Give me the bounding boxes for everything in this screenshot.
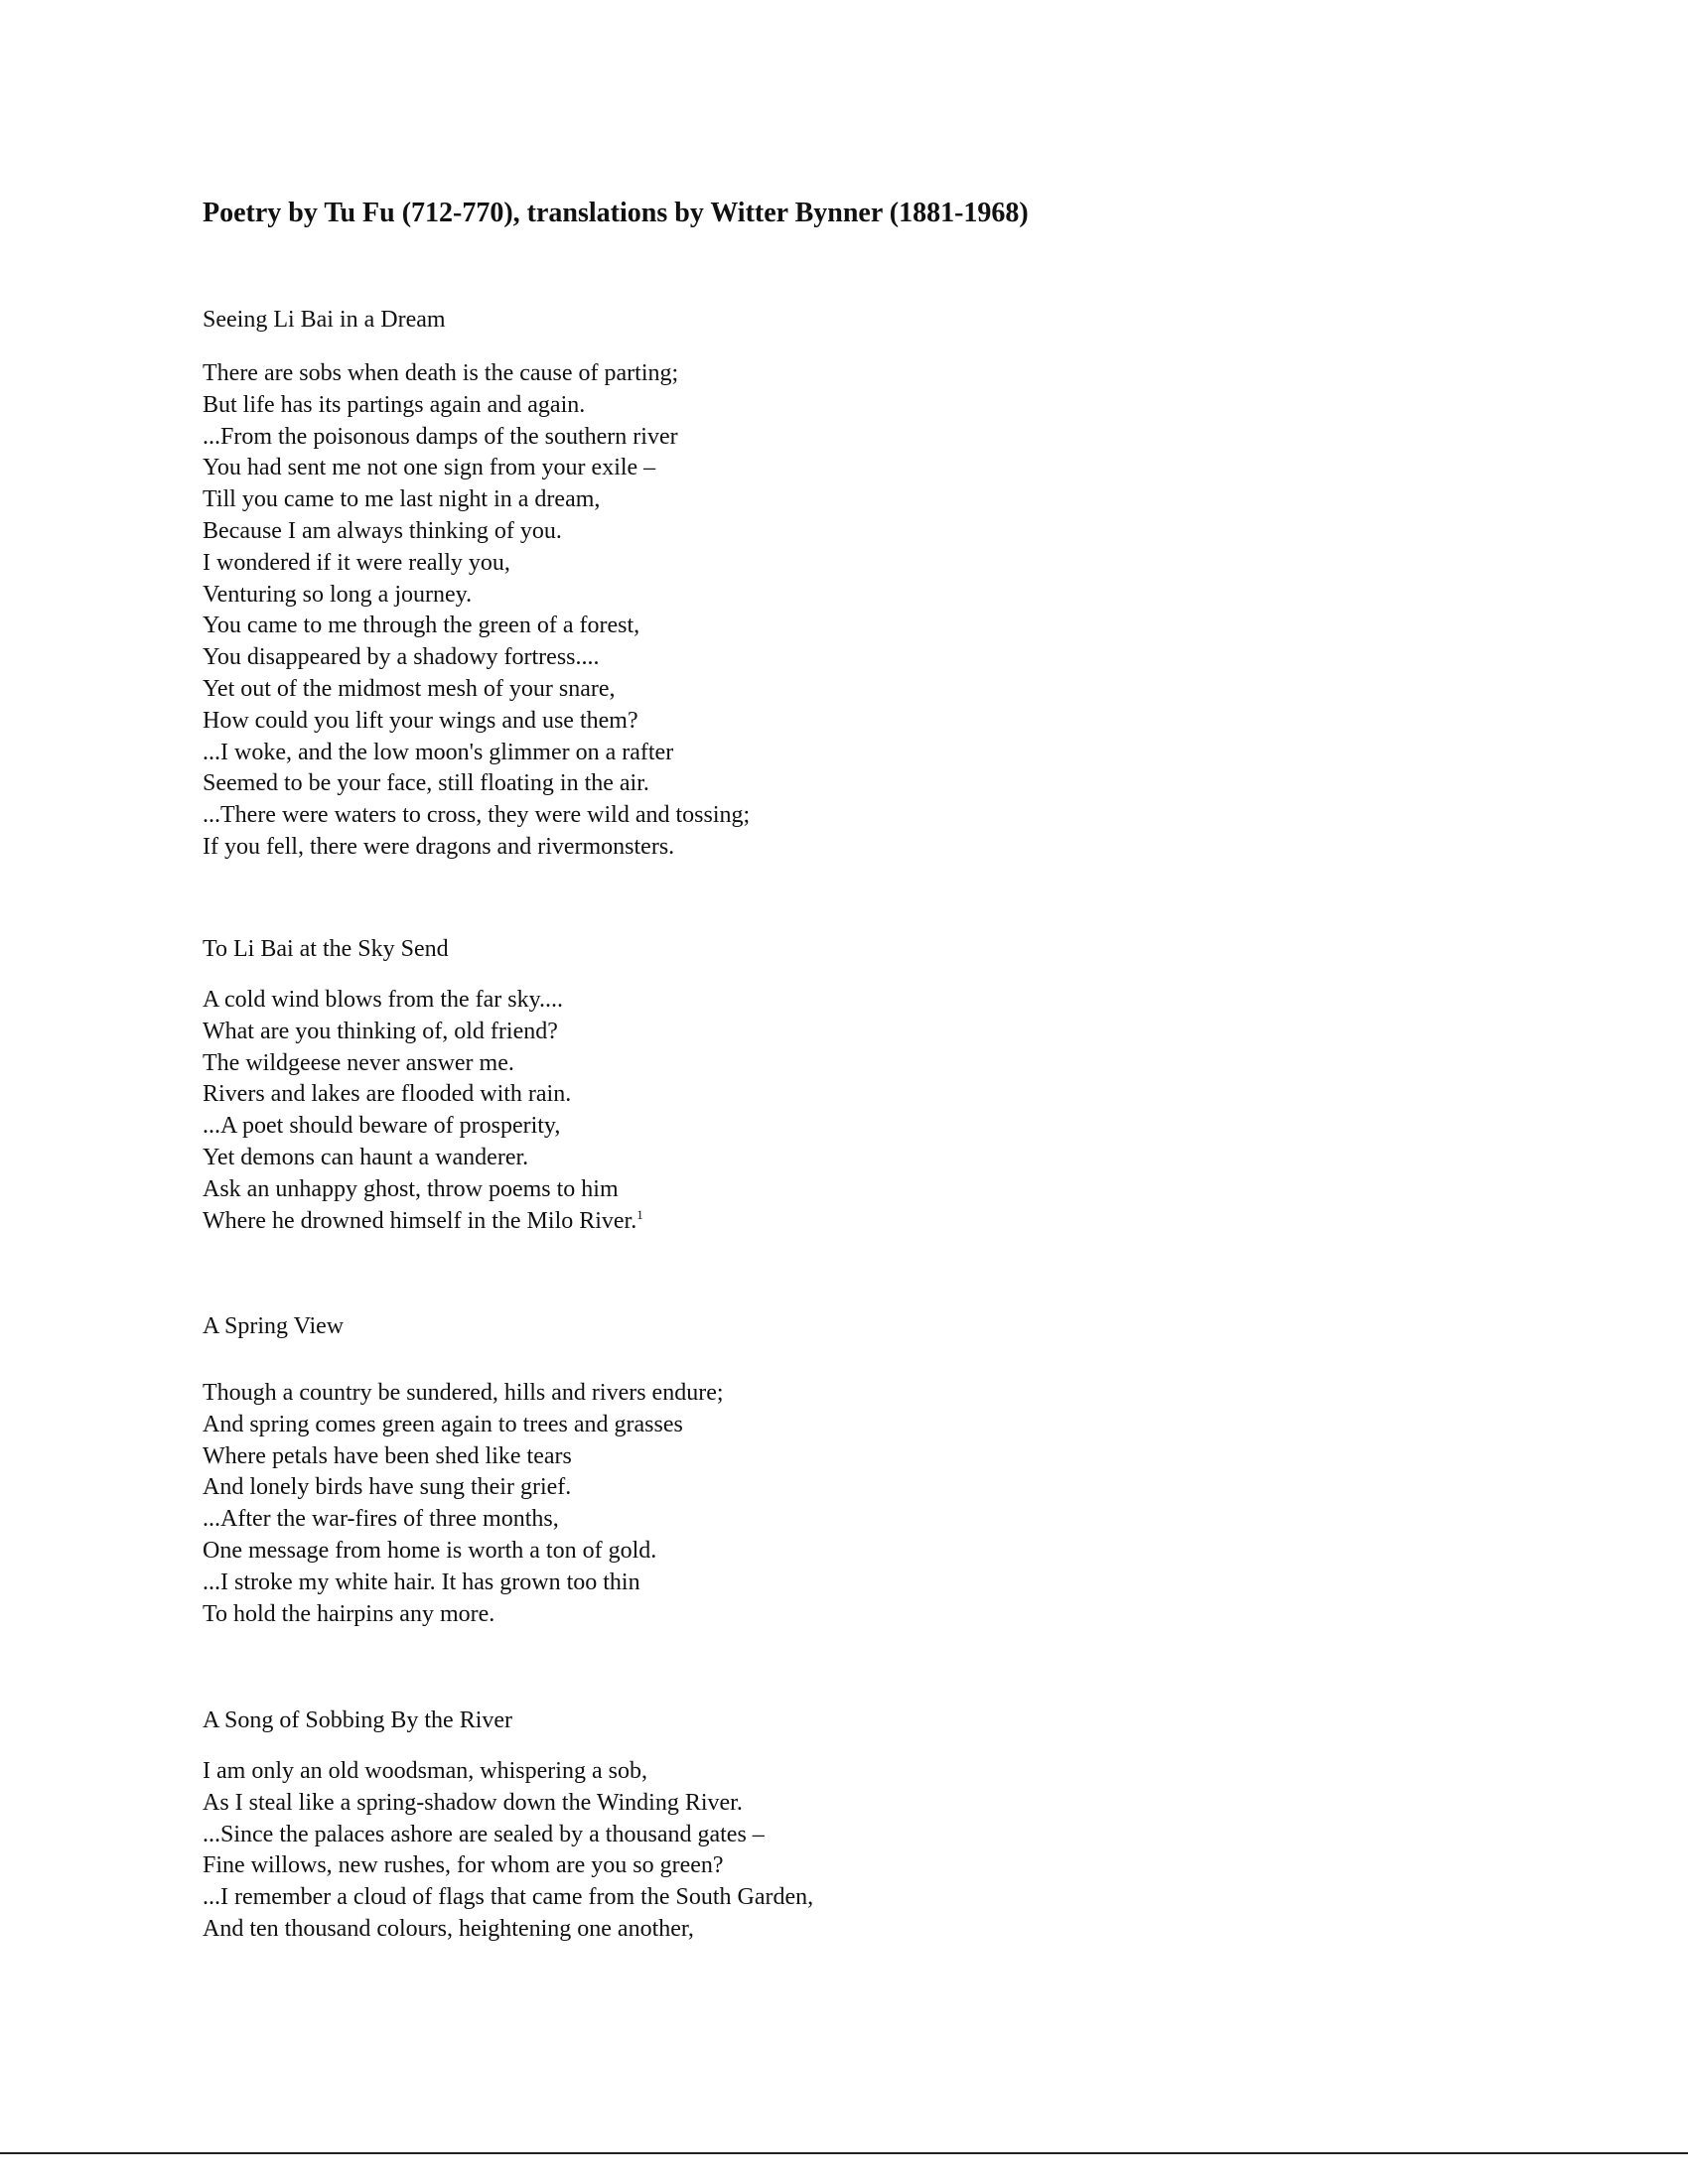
poem-line: Till you came to me last night in a dream, bbox=[203, 486, 601, 513]
poem-line: You had sent me not one sign from your exile – bbox=[203, 455, 656, 481]
poem-line: ...From the poisonous damps of the southern river bbox=[203, 423, 678, 450]
poem-body bbox=[203, 1378, 724, 1630]
poem-body bbox=[203, 358, 750, 864]
poem-body bbox=[203, 985, 643, 1237]
poem-line: There are sobs when death is the cause of parting; bbox=[203, 360, 679, 386]
poem-line-text: Where he drowned himself in the Milo River. bbox=[203, 1207, 637, 1234]
poem-line: ...Since the palaces ashore are sealed by a thousand gates – bbox=[203, 1821, 765, 1847]
poem-seeing-li-bai bbox=[203, 304, 750, 864]
poem-line: But life has its partings again and again. bbox=[203, 391, 586, 418]
poem-song-of-sobbing bbox=[203, 1705, 813, 1946]
poem-line: If you fell, there were dragons and rivermonsters. bbox=[203, 833, 675, 860]
poem-line: I am only an old woodsman, whispering a sob, bbox=[203, 1758, 647, 1784]
poem-line: Yet out of the midmost mesh of your snare, bbox=[203, 675, 616, 702]
poem-line: Rivers and lakes are flooded with rain. bbox=[203, 1081, 572, 1108]
poem-line: ...After the war-fires of three months, bbox=[203, 1506, 559, 1533]
poem-body bbox=[203, 1756, 813, 1946]
poem-line: And ten thousand colours, heightening one another, bbox=[203, 1915, 694, 1942]
poem-line: Though a country be sundered, hills and rivers endure; bbox=[203, 1380, 724, 1406]
poem-title: A Song of Sobbing By the River bbox=[203, 1707, 513, 1733]
poem-line: Seemed to be your face, still floating in the air. bbox=[203, 770, 649, 797]
poem-line: And lonely birds have sung their grief. bbox=[203, 1474, 572, 1501]
footnote-marker: 1 bbox=[636, 1206, 643, 1222]
poem-title: Seeing Li Bai in a Dream bbox=[203, 307, 446, 333]
poem-line: A cold wind blows from the far sky.... bbox=[203, 987, 564, 1013]
poem-title: To Li Bai at the Sky Send bbox=[203, 936, 449, 962]
poem-line: Venturing so long a journey. bbox=[203, 581, 473, 608]
poem-line: One message from home is worth a ton of gold. bbox=[203, 1537, 657, 1564]
poem-line: Ask an unhappy ghost, throw poems to him bbox=[203, 1175, 619, 1202]
poem-line: Fine willows, new rushes, for whom are you so green? bbox=[203, 1852, 724, 1879]
poem-line: As I steal like a spring-shadow down the Winding River. bbox=[203, 1789, 743, 1816]
poem-line: What are you thinking of, old friend? bbox=[203, 1018, 558, 1044]
poem-line: The wildgeese never answer me. bbox=[203, 1049, 514, 1076]
poem-a-spring-view bbox=[203, 1310, 724, 1630]
poem-line: ...There were waters to cross, they were wild and tossing; bbox=[203, 802, 751, 829]
poem-line: I wondered if it were really you, bbox=[203, 549, 510, 576]
page-title: Poetry by Tu Fu (712-770), translations by Witter Bynner (1881-1968) bbox=[203, 198, 1029, 228]
poem-line: You disappeared by a shadowy fortress.... bbox=[203, 644, 600, 671]
poem-line: ...I woke, and the low moon's glimmer on a rafter bbox=[203, 739, 674, 765]
poem-line: Where petals have been shed like tears bbox=[203, 1442, 572, 1469]
poem-line bbox=[203, 1206, 643, 1238]
footer-rule bbox=[0, 2152, 1688, 2154]
poem-line: Because I am always thinking of you. bbox=[203, 517, 562, 544]
poem-title: A Spring View bbox=[203, 1313, 345, 1339]
poem-line: To hold the hairpins any more. bbox=[203, 1600, 495, 1627]
poem-line: You came to me through the green of a forest, bbox=[203, 613, 640, 639]
poem-line: ...A poet should beware of prosperity, bbox=[203, 1113, 561, 1140]
poem-line: Yet demons can haunt a wanderer. bbox=[203, 1144, 529, 1170]
poem-line: ...I stroke my white hair. It has grown too thin bbox=[203, 1569, 640, 1595]
poem-line: And spring comes green again to trees and grasses bbox=[203, 1411, 683, 1437]
poem-to-li-bai-sky-send bbox=[203, 933, 643, 1237]
poem-line: How could you lift your wings and use them? bbox=[203, 707, 638, 734]
poem-line: ...I remember a cloud of flags that came from the South Garden, bbox=[203, 1884, 814, 1911]
